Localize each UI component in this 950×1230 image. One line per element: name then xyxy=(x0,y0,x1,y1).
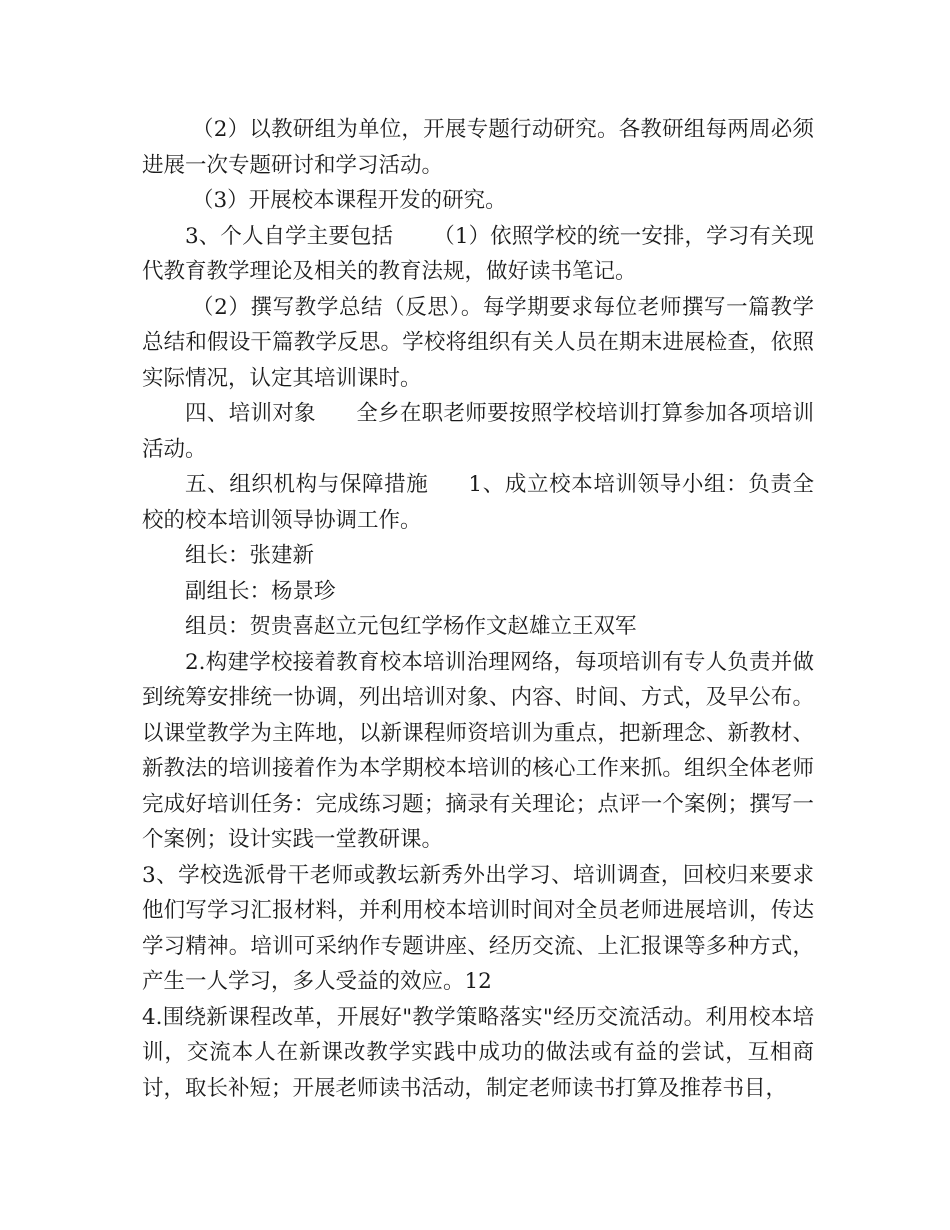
paragraph-self-study: 3、个人自学主要包括 （1）依照学校的统一安排，学习有关现代教育教学理论及相关的教育法规，做好读书笔记。 xyxy=(142,223,814,284)
paragraph-group-leader: 组长：张建新 xyxy=(185,543,315,568)
paragraph-curriculum-reform: 4.围绕新课程改革，开展好"教学策略落实"经历交流活动。利用校本培训，交流本人在新课改教学实践中成功的做法或有益的尝试，互相商讨，取长补短；开展老师读书活动，制定老师读书打算及推荐书目， xyxy=(142,1004,814,1101)
paragraph-research-action: （2）以教研组为单位，开展专题行动研究。各教研组每两周必须进展一次专题研讨和学习活动。 xyxy=(142,117,814,178)
paragraph-curriculum-development: （3）开展校本课程开发的研究。 xyxy=(192,188,507,213)
paragraph-organization: 五、组织机构与保障措施 1、成立校本培训领导小组：负责全校的校本培训领导协调工作。 xyxy=(142,472,814,533)
paragraph-lead: 3、个人自学主要包括 xyxy=(185,223,394,249)
document-body xyxy=(142,112,814,1106)
section-heading: 五、组织机构与保障措施 xyxy=(185,472,429,497)
paragraph-teaching-summary: （2）撰写教学总结（反思）。每学期要求每位老师撰写一篇教学总结和假设干篇教学反思。学校将组织有关人员在期末进展检查，依照实际情况，认定其培训课时。 xyxy=(142,294,814,391)
section-heading: 四、培训对象 xyxy=(185,401,316,426)
paragraph-external-study: 3、学校选派骨干老师或教坛新秀外出学习、培训调查，回校归来要求他们写学习汇报材料，并利用校本培训时间对全员老师进展培训，传达学习精神。培训可采纳作专题讲座、经历交流、上汇报课等多种方式，产生一人学习，多人受益的效应。12 xyxy=(142,862,814,994)
paragraph-training-targets: 四、培训对象 全乡在职老师要按照学校培训打算参加各项培训活动。 xyxy=(142,401,814,462)
paragraph-training-network: 2.构建学校接着教育校本培训治理网络，每项培训有专人负责并做到统筹安排统一协调，列出培训对象、内容、时间、方式，及早公布。以课堂教学为主阵地，以新课程师资培训为重点，把新理念、新教材、新教法的培训接着作为本学期校本培训的核心工作来抓。组织全体老师完成好培训任务：完成练习题；摘录有关理论；点评一个案例；撰写一个案例；设计实践一堂教研课。 xyxy=(142,649,814,852)
paragraph-deputy-leader: 副组长：杨景珍 xyxy=(185,578,336,604)
paragraph-group-members: 组员：贺贵喜赵立元包红学杨作文赵雄立王双军 xyxy=(185,614,637,639)
